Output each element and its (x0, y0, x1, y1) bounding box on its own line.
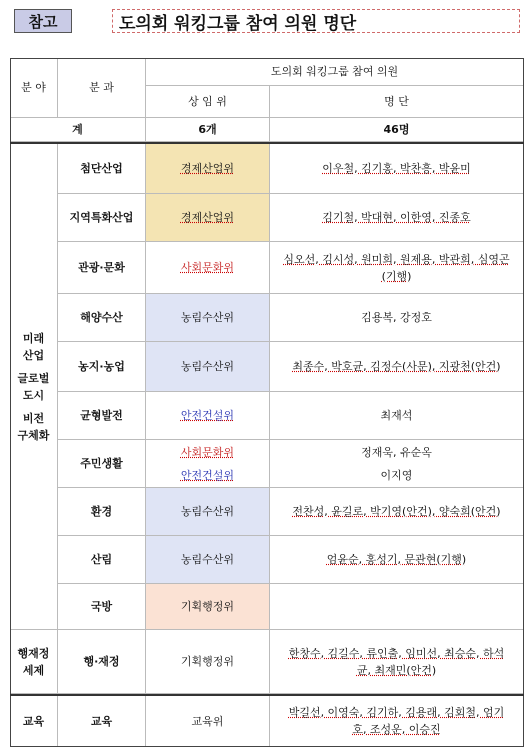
members-cell (270, 294, 524, 342)
area-future-line: 도시 (22, 388, 45, 402)
total-committees: 6개 (146, 118, 270, 142)
subject-cell: 해양수산 (58, 294, 146, 342)
committee-cell (146, 144, 270, 194)
col-group-header: 도의회 워킹그룹 참여 의원 (146, 58, 524, 86)
committee-name: 경제산업위 (180, 211, 235, 224)
members-cell (270, 536, 524, 584)
subject-cell: 국방 (58, 584, 146, 630)
members-cell (270, 392, 524, 440)
subject-cell: 환경 (58, 488, 146, 536)
subject-cell: 지역특화산업 (58, 194, 146, 242)
members-list: 김용복, 강정호 (361, 311, 432, 324)
members-list: 이우철, 김기홍, 박찬흥, 박윤미 (322, 162, 471, 175)
members-cell (270, 144, 524, 194)
subject-cell: 교육 (58, 696, 146, 747)
col-members-header: 명 단 (270, 86, 524, 118)
col-area-header: 분 야 (10, 58, 58, 118)
committee-name: 경제산업위 (180, 162, 235, 175)
area-future-line: 비전 (22, 411, 45, 425)
area-education: 교육 (10, 696, 58, 747)
committee-cell (146, 194, 270, 242)
members-cell (270, 440, 524, 488)
committee-cell (146, 630, 270, 694)
committee-name: 교육위 (191, 714, 224, 728)
members-list: 이지영 (380, 468, 413, 482)
members-list: 최재석 (380, 409, 413, 422)
members-list: 박길선, 이영숙, 김기하, 김용래, 김회철, 엄기호, 조성운, 이승진 (288, 706, 505, 736)
area-admin-finance (10, 630, 58, 694)
committee-cell (146, 696, 270, 747)
col-subject-header: 분 과 (58, 58, 146, 118)
area-future-line: 글로벌 (17, 371, 50, 385)
members-table (10, 58, 524, 747)
committee-cell (146, 488, 270, 536)
area-future-line: 미래 (22, 331, 45, 345)
members-cell (270, 342, 524, 392)
page-title: 도의회 워킹그룹 참여 의원 명단 (112, 9, 520, 33)
members-cell (270, 630, 524, 694)
committee-cell (146, 584, 270, 630)
section-divider (10, 142, 524, 144)
committee-cell (146, 242, 270, 294)
section-divider (10, 694, 524, 696)
committee-name: 기획행정위 (180, 600, 235, 613)
area-future-industry (10, 144, 58, 630)
members-list: 김기철, 박대현, 이한영, 진종호 (322, 211, 471, 224)
committee-name: 농림수산위 (180, 311, 235, 324)
committee-cell (146, 294, 270, 342)
subject-cell: 균형발전 (58, 392, 146, 440)
subject-cell: 농지·농업 (58, 342, 146, 392)
committee-name: 농림수산위 (180, 360, 235, 373)
members-cell (270, 242, 524, 294)
committee-cell (146, 342, 270, 392)
subject-cell: 주민생활 (58, 440, 146, 488)
total-label: 계 (10, 118, 146, 142)
members-cell (270, 696, 524, 747)
members-list: 정재욱, 유순옥 (361, 445, 432, 459)
area-future-line: 산업 (22, 348, 45, 362)
committee-name: 농림수산위 (180, 505, 235, 518)
subject-cell: 산림 (58, 536, 146, 584)
committee-cell (146, 440, 270, 488)
area-admin-line: 세제 (22, 663, 45, 677)
members-list: 심오선, 김시성, 원미희, 원제용, 박관희, 심영곤(기행) (283, 252, 510, 283)
committee-name: 사회문화위 (180, 261, 235, 274)
members-cell (270, 488, 524, 536)
area-admin-line: 행재정 (17, 646, 50, 660)
committee-name: 농림수산위 (180, 553, 235, 566)
members-list: 한창수, 김길수, 류인출, 임미선, 최승순, 하석균, 최재민(안건) (288, 646, 505, 677)
members-list: 엄윤순, 홍성기, 문관현(기행) (326, 553, 467, 566)
committee-cell (146, 536, 270, 584)
members-cell (270, 584, 524, 630)
committee-name: 안전건설위 (180, 409, 235, 422)
committee-name: 기획행정위 (180, 655, 235, 668)
reference-tag: 참고 (14, 9, 72, 33)
subject-cell: 행·재정 (58, 630, 146, 694)
total-members: 46명 (270, 118, 524, 142)
area-future-line: 구체화 (17, 428, 50, 442)
members-list: 최종수, 박호균, 김정수(사문), 지광천(안건) (292, 360, 501, 373)
subject-cell: 첨단산업 (58, 144, 146, 194)
committee-cell (146, 392, 270, 440)
members-cell (270, 194, 524, 242)
col-committee-header: 상 임 위 (146, 86, 270, 118)
committee-name: 안전건설위 (180, 468, 235, 482)
committee-name: 사회문화위 (180, 445, 235, 459)
subject-cell: 관광·문화 (58, 242, 146, 294)
members-list: 전찬성, 윤길로, 박기영(안건), 양숙희(안건) (292, 505, 501, 518)
